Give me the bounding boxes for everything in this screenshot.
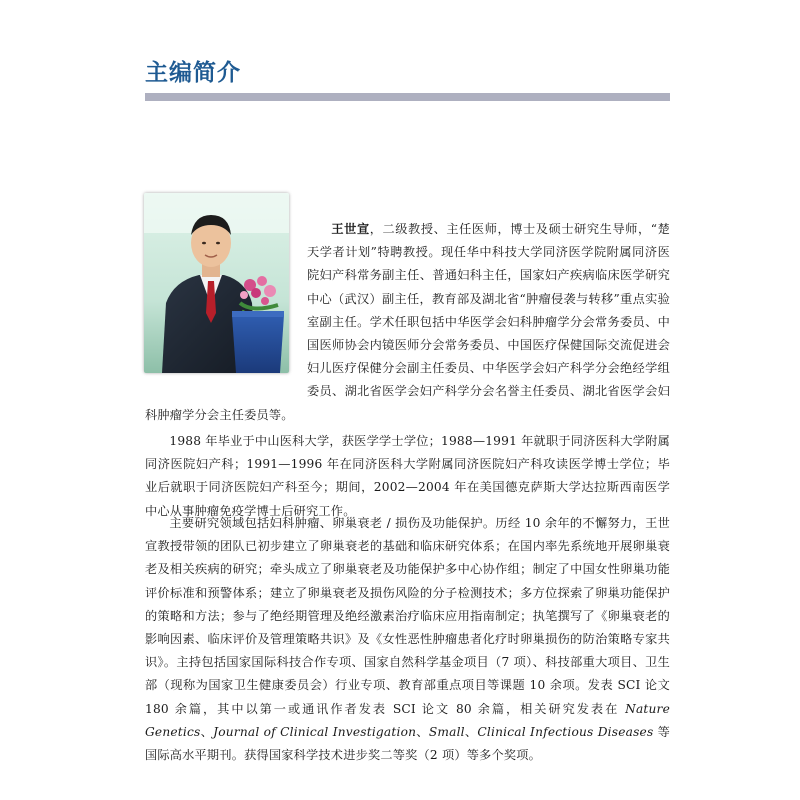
portrait-wrap-space xyxy=(145,218,307,400)
journal-separator: 、 xyxy=(416,724,429,739)
journal-cid: Clinical Infectious Diseases xyxy=(477,724,654,739)
research-text-main: 主要研究领域包括妇科肿瘤、卵巢衰老 / 损伤及功能保护。历经 10 余年的不懈努力，王世宣教授带领的团队已初步建立了卵巢衰老的基础和临床研究体系；在国内率先系统地开展卵巢衰老及相关疾病的研究；牵头成立了卵巢衰老及功能保护多中心协作组；制定了中国女性卵巢功能评价标准和预警体系；建立了卵巢衰老及损伤风险的分子检测技术；多方位探索了卵巢功能保护的策略和方法；参与了绝经期管理及绝经激素治疗临床应用指南制定；执笔撰写了《卵巢衰老的影响因素、临床评价及管理策略共识》及《女性恶性肿瘤患者化疗时卵巢损伤的防治策略专家共识》。主持包括国家国际科技合作专项、国家自然科学基金项目（7 项）、科技部重大项目、卫生部（现称为国家卫生健康委员会）行业专项、教育部重点项目等课题 10 余项。发表 SCI 论文 180 余篇，其中以第一或通讯作者发表 SCI 论文 80 余篇，相关研究发表在 xyxy=(145,516,670,716)
research-text xyxy=(145,512,670,767)
journal-separator: 、 xyxy=(200,724,214,739)
title-rule xyxy=(145,93,670,101)
bio-education-paragraph xyxy=(145,430,670,523)
bio-intro-paragraph xyxy=(145,218,670,427)
research-text-end: 等国际高水平期刊。获得国家科学技术进步奖二等奖（2 项）等多个奖项。 xyxy=(145,724,671,763)
journal-jci: Journal of Clinical Investigation xyxy=(213,724,417,739)
education-text: 1988 年毕业于中山医科大学，获医学学士学位；1988—1991 年就职于同济医科大学附属同济医院妇产科；1991—1996 年在同济医科大学附属同济医院妇产科攻读医学博士学位；毕业后就职于同济医院妇产科至今；期间，2002—2004 年在美国德克萨斯大学达拉斯西南医学中心从事肿瘤免疫学博士后研究工作。 xyxy=(145,434,670,518)
journal-small: Small xyxy=(428,724,465,739)
bio-intro-text: ，二级教授、主任医师，博士及硕士研究生导师，“楚天学者计划”特聘教授。现任华中科技大学同济医学院附属同济医院妇产科常务副主任、普通妇科主任，国家妇产疾病临床医学研究中心（武汉）副主任，教育部及湖北省“肿瘤侵袭与转移”重点实验室副主任。学术任职包括中华医学会妇科肿瘤学分会常务委员、中国医师协会内镜医师分会常务委员、中国医疗保健国际交流促进会妇儿医疗保健分会副主任委员、中华医学会妇产科学分会绝经学组委员、湖北省医学会妇产科学分会名誉主任委员、湖北省医学会妇科肿瘤学分会主任委员等。 xyxy=(145,222,670,422)
journal-separator: 、 xyxy=(464,724,478,739)
bio-research-paragraph xyxy=(145,512,670,767)
page-title: 主编简介 xyxy=(145,60,241,86)
author-name: 王世宣 xyxy=(331,222,370,236)
journal-nature-genetics: Nature Genetics xyxy=(145,701,670,739)
